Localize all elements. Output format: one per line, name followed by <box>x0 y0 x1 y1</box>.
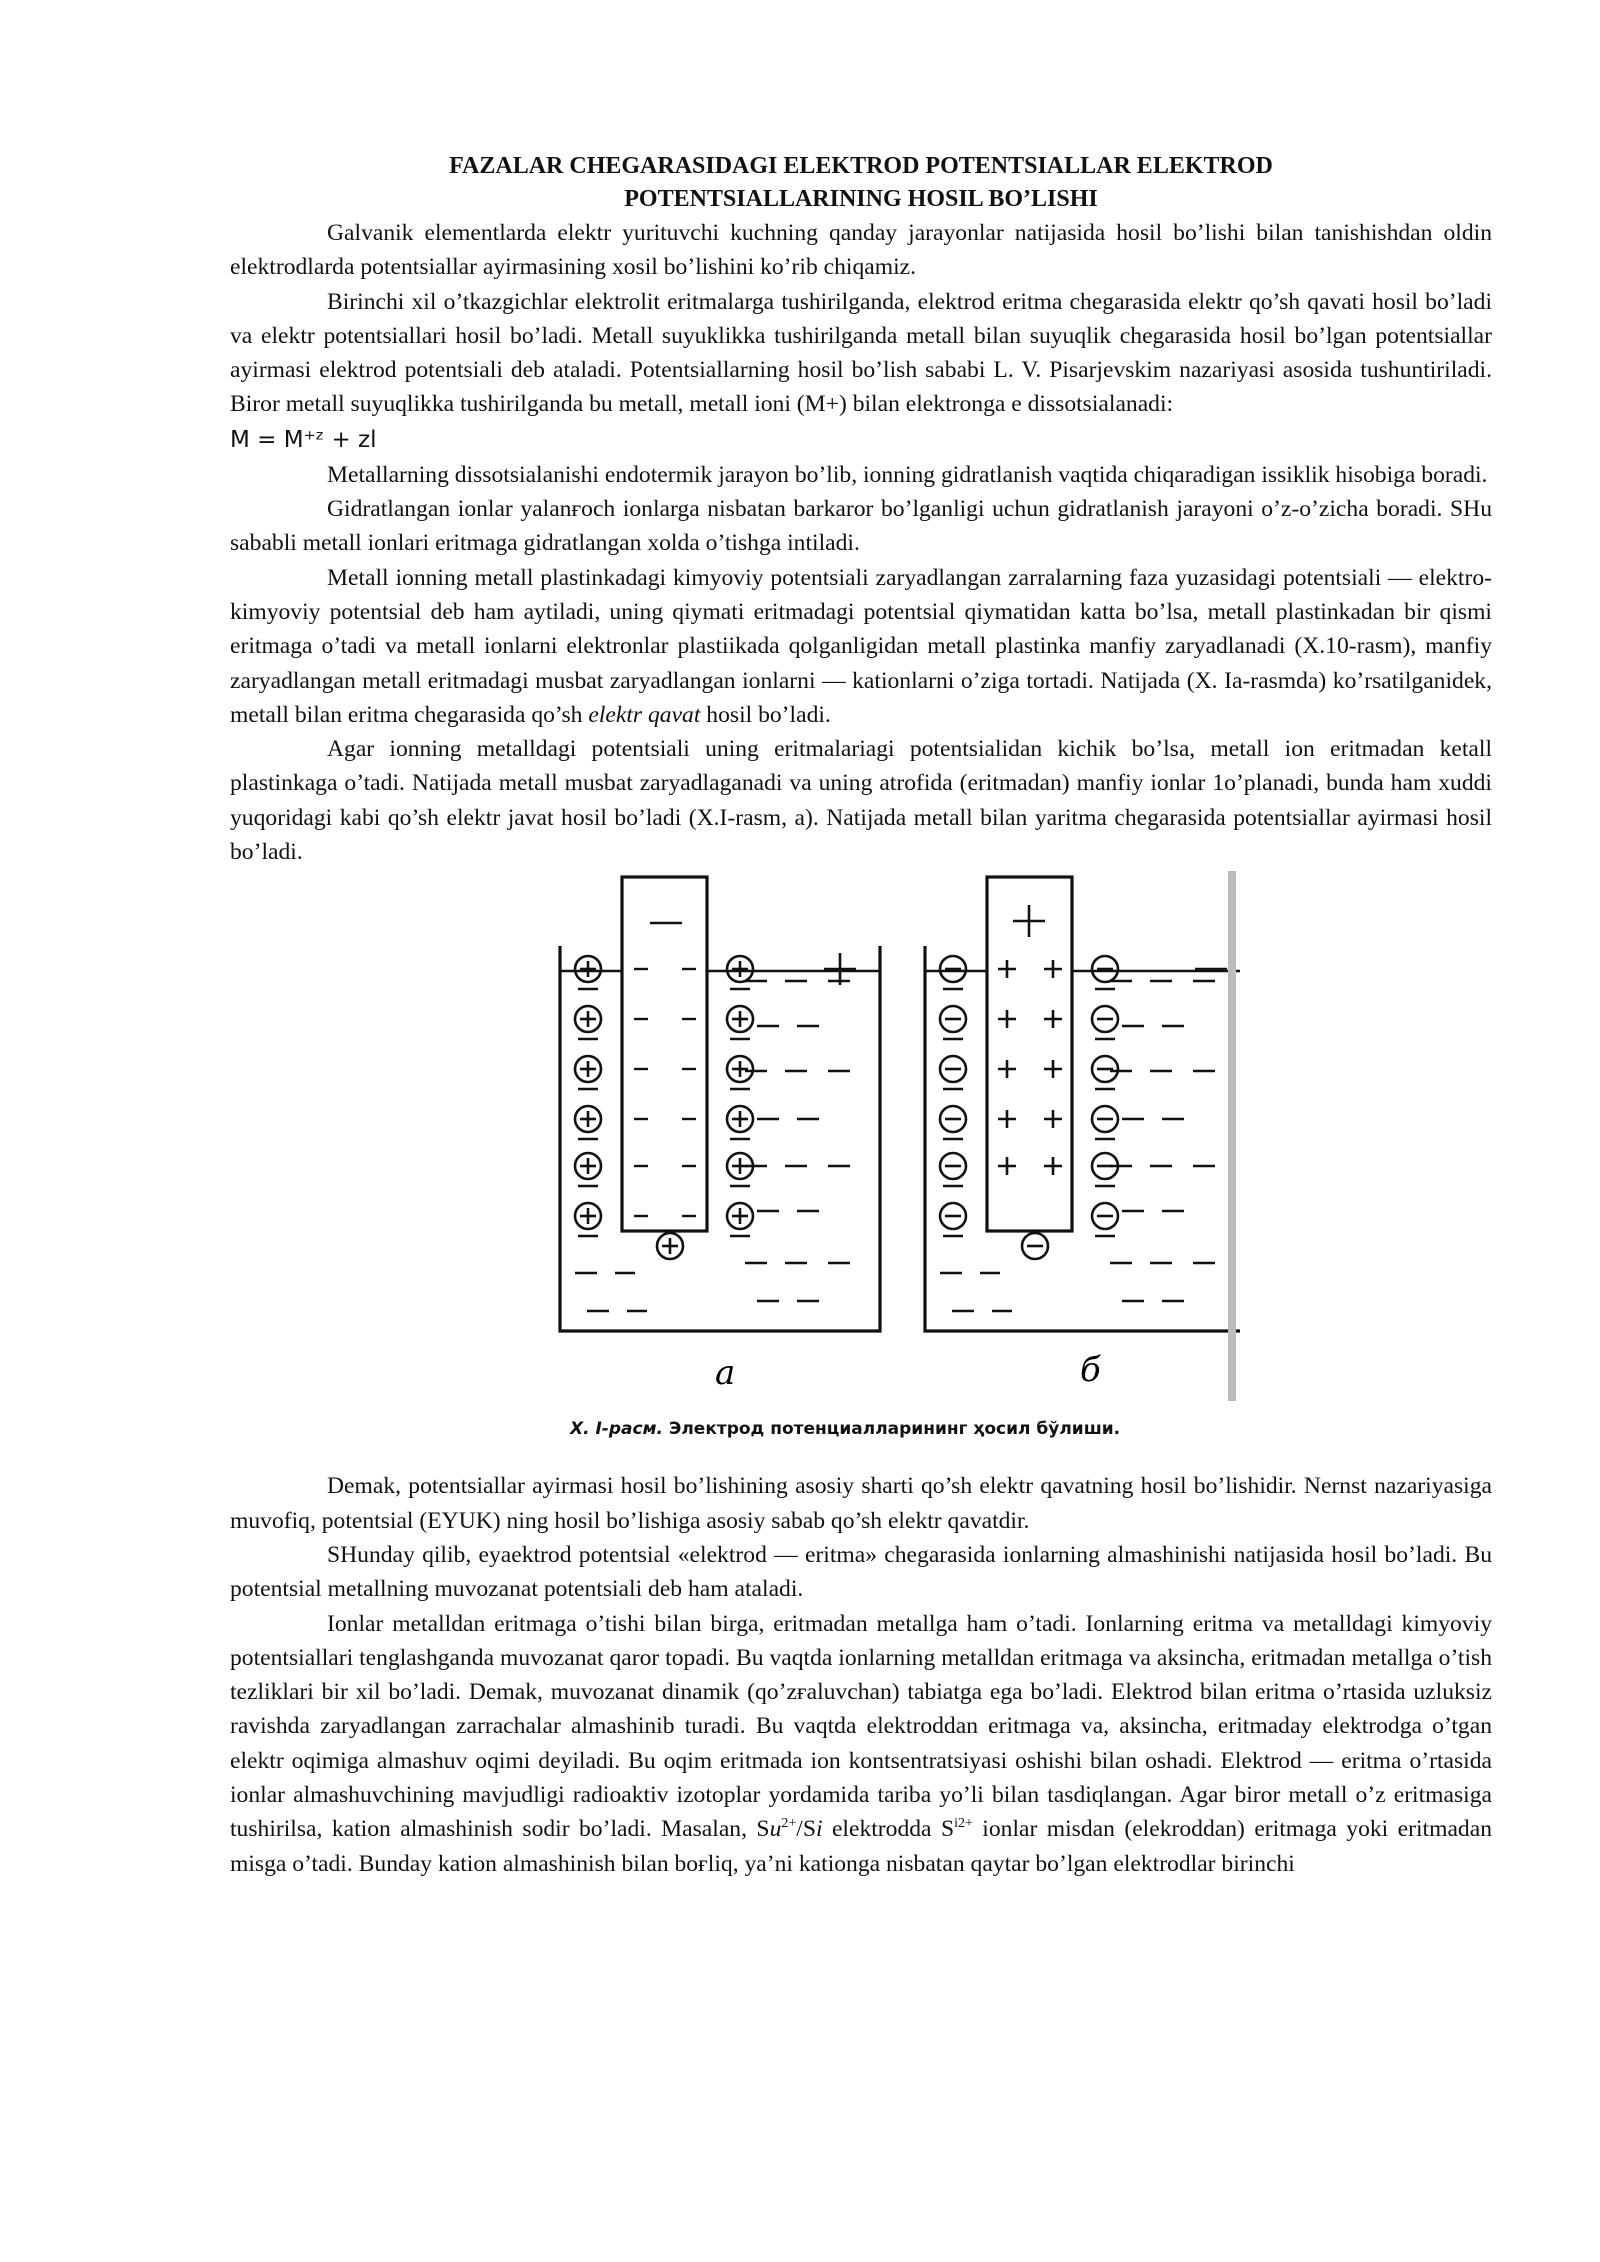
beaker-a-beaker <box>560 946 880 1331</box>
paragraph-3: Metallarning dissotsialanishi endotermik jarayon bo’lib, ionning gidratlanish vaqtida chiqaradigan issiklik hisobiga boradi. <box>327 461 1488 488</box>
paragraph-5-end: hosil bo’ladi. <box>700 701 831 728</box>
paragraph-5-italic: elektr qavat <box>588 701 701 728</box>
beaker-b-beaker <box>925 946 1240 1331</box>
electrode-figure <box>230 871 1492 1457</box>
paragraph-5-text: Metall ionning metall plastinkadagi kimyoviy potentsiali zaryadlangan zarralarning faza yuzasidagi potentsiali — elektro-kimyoviy potentsial deb ham aytiladi, uning qiymati eritmadagi potentsial qiymatidan katta bo’lsa, metall plastinkadan bir qismi eritmaga o’tadi va metall ionlarni elektronlar plastiikada qolganligidan metall plastinka manfiy zaryadlanadi (X.10-rasm), manfiy zaryadlangan metall eritmadagi musbat zaryadlangan ionlarni — kationlarni o’ziga tortadi. Natijada (X. Ia-rasmda) ko’rsatilganidek, metall bilan eritma chegarasida qo’sh <box>230 564 1492 728</box>
p9-a: Ionlar metalldan eritmaga o’tishi bilan birga, eritmadan metallga ham o’tadi. Ionlarning eritma va metalldagi kimyoviy potentsiallari tenglashganda muvozanat qaror topadi. Bu vaqtda ionlarning metalldan eritmaga va aksincha, eritmadan metallga o’tish tezliklari bir xil bo’ladi. Demak, muvozanat dinamik (qo’zғaluvchan) tabiatga ega bo’ladi. Elektrod bilan eritma o’rtasida uzluksiz ravishda zaryadlangan zarrachalar almashinib turadi. Bu vaqtda elektroddan eritmaga va, aksincha, eritmaday elektrodga o’tgan elektr oqimiga almashuv oqimi deyiladi. Bu oqim eritmada ion kontsentratsiyasi oshishi bilan oshadi. Elektrod — eritma o’rtasida ionlar almashuvchining mavjudligi radioaktiv izotoplar yordamida tariba yo’li bilan tasdiqlangan. Agar biror metall o’z eritmasiga tushirilsa, kation almashinish sodir bo’ladi. Masalan, S <box>230 1610 1492 1843</box>
p9-d: ionlar misdan (elekroddan) eritmaga yoki eritmadan misga o’tadi. Bunday kation almashinish bilan boғliq, ya’ni kationga nisbatan qaytar bo’lgan elektrodlar birinchi <box>230 1816 1492 1877</box>
beaker-a-electrode <box>622 877 707 1231</box>
figure-caption-number: X. I-расм. <box>570 1419 663 1440</box>
paragraph-2: Birinchi xil o’tkazgichlar elektrolit eritmalarga tushirilganda, elektrod eritma chegarasida elektr qo’sh qavati hosil bo’ladi va elektr potentsiallari hosil bo’ladi. Metall suyuklikka tushirilganda metall bilan suyuqlik chegarasida hosil bo’lgan potentsiallar ayirmasi elektrod potentsiali deb ataladi. Potentsiallarning hosil bo’lish sababi L. V. Pisarjevskim nazariyasi asosida tushuntiriladi. Biror metall suyuqlikka tushirilganda bu metall, metall ioni (M+) bilan elektronga e dissotsialanadi: <box>230 288 1492 418</box>
electrode-diagram <box>500 871 1240 1411</box>
paragraph-8: SHunday qilib, eyaektrod potentsial «elektrod — eritma» chegarasida ionlarning almashinishi natijasida hosil bo’ladi. Bu potentsial metallning muvozanat potentsiali deb ham ataladi. <box>230 1541 1492 1603</box>
figure-caption-text: Электрод потенциалларининг ҳосил бўлиши. <box>662 1419 1121 1440</box>
dissociation-formula: M = M⁺ᶻ + zl <box>230 426 377 453</box>
p9-sup2: i2+ <box>954 1816 973 1832</box>
label-a: a <box>715 1353 736 1394</box>
p9-i1: u <box>769 1816 782 1843</box>
scan-edge <box>1228 871 1236 1401</box>
paragraph-6: Agar ionning metalldagi potentsiali uning eritmalariagi potentsialidan kichik bo’lsa, metall ion eritmadan ketall plastinkaga o’tadi. Natijada metall musbat zaryadlaganadi va uning atrofida (eritmadan) manfiy ionlar 1o’planadi, bunda ham xuddi yuqoridagi kabi qo’sh elektr javat hosil bo’ladi (X.I-rasm, a). Natijada metall bilan yaritma chegarasida potentsiallar ayirmasi hosil bo’ladi. <box>230 736 1492 866</box>
figure-caption <box>570 1418 1120 1440</box>
paragraph-4: Gidratlangan ionlar yalanғoch ionlarga nisbatan barkaror bo’lganligi uchun gidratlanish jarayoni o’z-o’zicha boradi. SHu sababli metall ionlari eritmaga gidratlangan xolda o’tishga intiladi. <box>230 496 1492 557</box>
document-title-line2: POTENTSIALLARINING HOSIL BO’LISHI <box>624 186 1098 212</box>
paragraph-9 <box>230 1607 1492 1881</box>
document-page <box>230 150 1492 1881</box>
p9-c: elektrodda S <box>822 1816 955 1843</box>
paragraph-5 <box>230 561 1492 732</box>
p9-sup1: 2+ <box>781 1816 797 1832</box>
paragraph-1: Galvanik elementlarda elektr yurituvchi kuchning qanday jarayonlar natijasida hosil bo’lishi bilan tanishishdan oldin elektrodlarda potentsiallar ayirmasining xosil bo’lishini ko’rib chiqamiz. <box>230 220 1492 281</box>
p9-b: /S <box>796 1816 816 1843</box>
p9-i2: i <box>815 1816 823 1843</box>
document-title-line1: FAZALAR CHEGARASIDAGI ELEKTROD POTENTSIALLAR ELEKTROD <box>449 153 1273 179</box>
label-b: б <box>1080 1350 1101 1391</box>
paragraph-7: Demak, potentsiallar ayirmasi hosil bo’lishining asosiy sharti qo’sh elektr qavatning hosil bo’lishidir. Nernst nazariyasiga muvofiq, potentsial (EYUK) ning hosil bo’lishiga asosiy sabab qo’sh elektr qavatdir. <box>230 1473 1492 1534</box>
